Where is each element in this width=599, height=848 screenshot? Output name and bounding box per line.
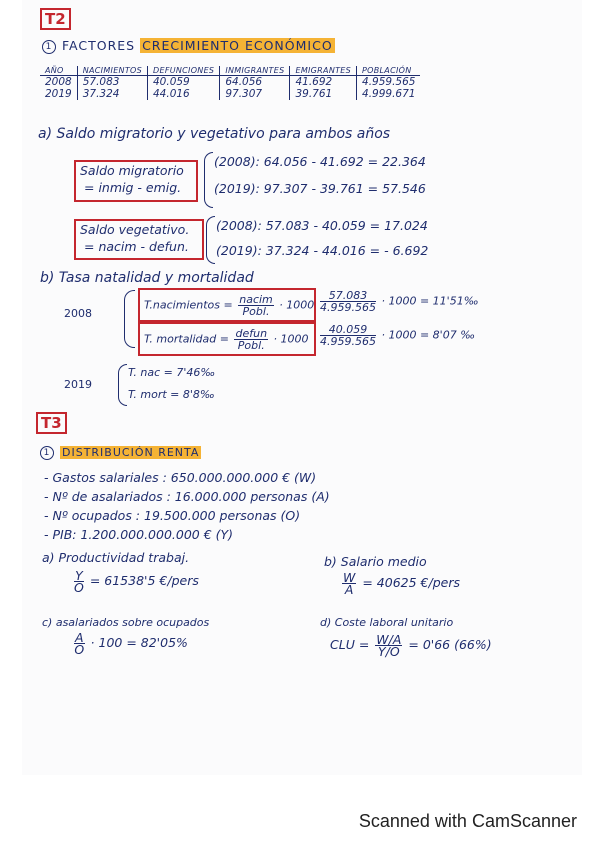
fraction: $\frac{\text{nacim}}{\text{Pobl.}}$ — [239, 293, 273, 318]
salario-formula: $\frac{W}{A}$ = 40625 €/pers — [343, 570, 460, 597]
list-item: - Gastos salariales : 650.000.000.000 € (W) — [44, 470, 317, 485]
fraction: $\frac{\text{defun}}{\text{Pobl.}}$ — [235, 327, 268, 352]
list-item: - Nº de asalariados : 16.000.000 personas (A) — [44, 489, 330, 504]
table-cell: 97.307 — [220, 88, 290, 100]
tnac-2019: T. nac = 7'46‰ — [128, 366, 216, 379]
scanned-page — [22, 0, 582, 775]
table-cell: 4.959.565 — [357, 76, 421, 89]
part-a-label: a) Saldo migratorio y vegetativo para ambos años — [38, 126, 391, 142]
tasa-natalidad-formula: T.nacimientos = $\frac{\text{nacim}}{\text{Pobl.}}$ · 1000 — [144, 293, 315, 318]
table-cell: 39.761 — [290, 88, 357, 100]
saldo-migratorio-title: Saldo migratorio — [80, 163, 184, 178]
brace — [124, 290, 135, 348]
part-b-label: b) Tasa natalidad y mortalidad — [40, 270, 254, 286]
table-cell: 57.083 — [77, 76, 147, 89]
brace — [118, 364, 127, 406]
table-cell: 41.692 — [290, 76, 357, 89]
section-tag-t2: T2 — [40, 8, 71, 30]
fraction: $\frac{Y}{O}$ — [74, 568, 84, 595]
part-a-label: a) Productividad trabaj. — [42, 550, 190, 565]
fraction: $\frac{W/A}{Y/O}$ — [376, 632, 402, 659]
saldo-vegetativo-formula: = nacim - defun. — [84, 239, 189, 254]
fraction: $\frac{W}{A}$ — [343, 570, 356, 597]
fraction: $\frac{40.059}{4.959.565}$ — [320, 323, 376, 348]
demographic-table — [40, 66, 420, 100]
brace — [206, 216, 215, 264]
table-cell: 44.016 — [148, 88, 220, 100]
tasa-mortalidad-formula: T. mortalidad = $\frac{\text{defun}}{\text{Pobl.}}$ · 1000 — [144, 327, 309, 352]
col-header: POBLACIÓN — [357, 66, 421, 76]
fraction: $\frac{57.083}{4.959.565}$ — [320, 289, 376, 314]
veg-2019: (2019): 37.324 - 44.016 = - 6.692 — [216, 243, 429, 258]
brace — [204, 152, 213, 208]
list-item: - Nº ocupados : 19.500.000 personas (O) — [44, 508, 301, 523]
part-c-label: c) asalariados sobre ocupados — [42, 616, 210, 629]
table-cell: 37.324 — [77, 88, 147, 100]
clu-formula: CLU = $\frac{W/A}{Y/O}$ = 0'66 (66%) — [330, 632, 492, 659]
col-header: AÑO — [40, 66, 77, 76]
col-header: NACIMIENTOS — [77, 66, 147, 76]
table-cell: 2008 — [45, 76, 72, 88]
saldo-migratorio-formula: = inmig - emig. — [84, 180, 182, 195]
list-item: - PIB: 1.200.000.000.000 € (Y) — [44, 527, 234, 542]
table-cell: 64.056 — [220, 76, 290, 89]
productividad-formula: $\frac{Y}{O}$ = 61538'5 €/pers — [74, 568, 199, 595]
col-header: DEFUNCIONES — [148, 66, 220, 76]
asalariados-formula: $\frac{A}{O}$ · 100 = 82'05% — [74, 630, 188, 657]
tmort-2019: T. mort = 8'8‰ — [128, 388, 215, 401]
table-cell: 4.999.671 — [357, 88, 421, 100]
highlighted-heading: DISTRIBUCIÓN RENTA — [62, 446, 200, 459]
table-cell: 40.059 — [148, 76, 220, 89]
item-number: 1 — [40, 446, 54, 460]
tasa-mortalidad-calc: $\frac{40.059}{4.959.565}$ · 1000 = 8'07 ‰ — [320, 323, 476, 348]
tasa-natalidad-calc: $\frac{57.083}{4.959.565}$ · 1000 = 11'51‰ — [320, 289, 479, 314]
table-row — [40, 88, 420, 100]
table-header-row — [40, 66, 420, 76]
year-2019: 2019 — [64, 378, 92, 391]
col-header: EMIGRANTES — [290, 66, 357, 76]
item-number: 1 — [42, 40, 56, 54]
t2-heading: 1 FACTORES CRECIMIENTO ECONÓMICO — [42, 38, 335, 54]
fraction: $\frac{A}{O}$ — [74, 630, 85, 657]
col-header: INMIGRANTES — [220, 66, 290, 76]
table-cell: 2019 — [45, 88, 72, 100]
part-d-label: d) Coste laboral unitario — [320, 616, 454, 629]
highlighted-heading: CRECIMIENTO ECONÓMICO — [142, 38, 333, 53]
scanner-watermark: Scanned with CamScanner — [358, 811, 577, 831]
veg-2008: (2008): 57.083 - 40.059 = 17.024 — [216, 218, 428, 233]
section-tag-t3: T3 — [36, 412, 67, 434]
mig-2019: (2019): 97.307 - 39.761 = 57.546 — [214, 181, 426, 196]
t3-heading — [40, 446, 201, 460]
table-row — [40, 76, 420, 89]
saldo-vegetativo-title: Saldo vegetativo. — [80, 222, 190, 237]
part-b-label: b) Salario medio — [324, 554, 427, 569]
mig-2008: (2008): 64.056 - 41.692 = 22.364 — [214, 154, 426, 169]
year-2008: 2008 — [64, 307, 92, 320]
